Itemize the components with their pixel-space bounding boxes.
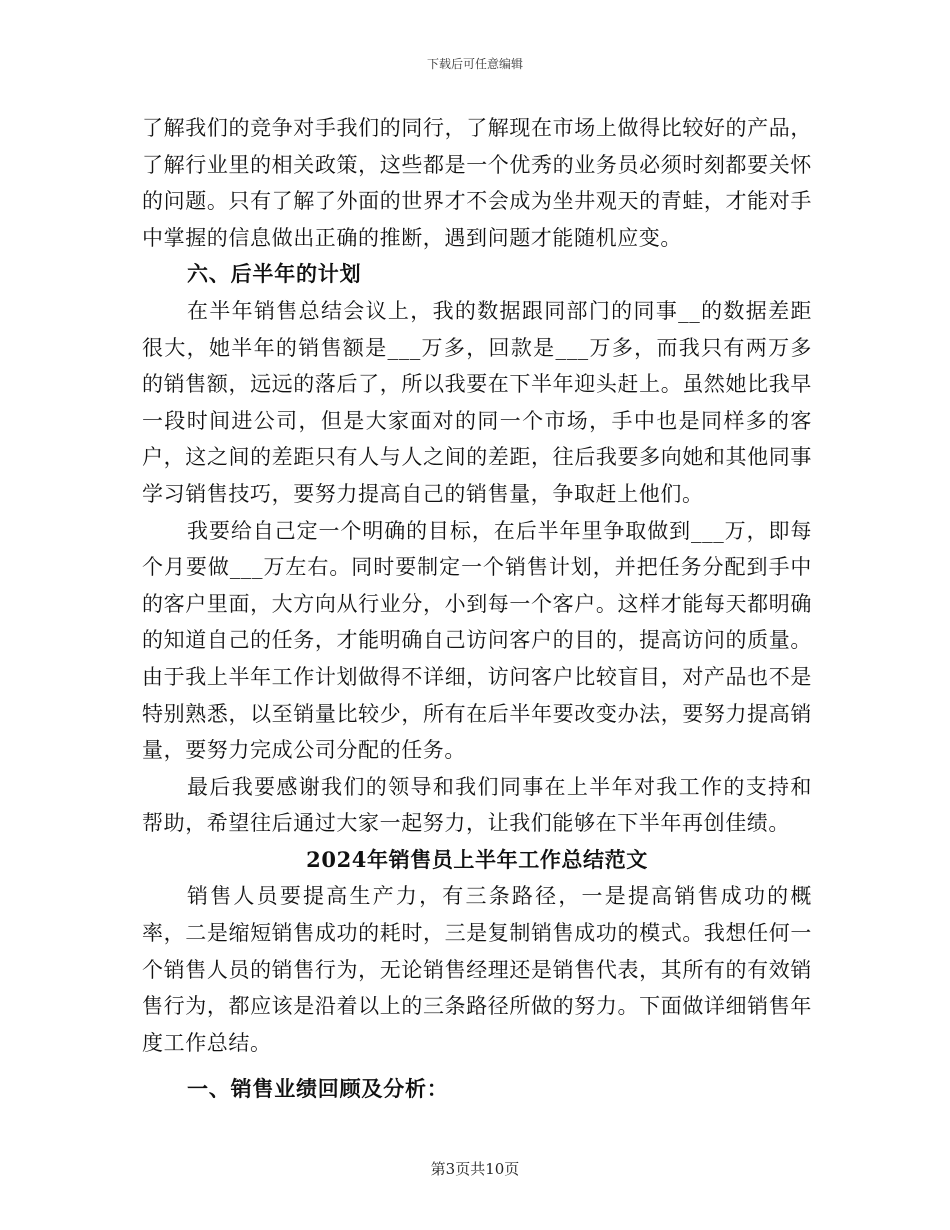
document-body	[142, 110, 812, 1108]
paragraph-competitors: 了解我们的竞争对手我们的同行，了解现在市场上做得比较好的产品，了解行业里的相关政策，这些都是一个优秀的业务员必须时刻都要关怀的问题。只有了解了外面的世界才不会成为坐井观天的青蛙，才能对手中掌握的信息做出正确的推断，遇到问题才能随机应变。	[142, 116, 812, 250]
paragraph-productivity: 销售人员要提高生产力，有三条路径，一是提高销售成功的概率，二是缩短销售成功的耗时，三是复制销售成功的模式。我想任何一个销售人员的销售行为，无论销售经理还是销售代表，其所有的有效销售行为，都应该是沿着以上的三条路径所做的努力。下面做详细销售年度工作总结。	[142, 884, 812, 1055]
page-footer: 第3页共10页	[430, 1160, 520, 1178]
page-header: 下载后可任意编辑	[426, 57, 523, 71]
section-heading-one: 一、销售业绩回顾及分析：	[187, 1076, 449, 1102]
section-heading-six: 六、后半年的计划	[187, 261, 362, 287]
document-title: 2024年销售员上半年工作总结范文	[306, 846, 648, 872]
paragraph-sales-gap: 在半年销售总结会议上，我的数据跟同部门的同事__的数据差距很大，她半年的销售额是___万多，回款是___万多，而我只有两万多的销售额，远远的落后了，所以我要在下半年迎头赶上。虽然她比我早一段时间进公司，但是大家面对的同一个市场，手中也是同样多的客户，这之间的差距只有人与人之间的差距，往后我要多向她和其他同事学习销售技巧，要努力提高自己的销售量，争取赶上他们。	[142, 298, 812, 506]
paragraph-thanks: 最后我要感谢我们的领导和我们同事在上半年对我工作的支持和帮助，希望往后通过大家一起努力，让我们能够在下半年再创佳绩。	[142, 774, 812, 836]
paragraph-goals: 我要给自己定一个明确的目标，在后半年里争取做到___万，即每个月要做___万左右。同时要制定一个销售计划，并把任务分配到手中的客户里面，大方向从行业分，小到每一个客户。这样才能每天都明确的知道自己的任务，才能明确自己访问客户的目的，提高访问的质量。由于我上半年工作计划做得不详细，访问客户比较盲目，对产品也不是特别熟悉，以至销量比较少，所有在后半年要改变办法，要努力提高销量，要努力完成公司分配的任务。	[142, 518, 812, 763]
